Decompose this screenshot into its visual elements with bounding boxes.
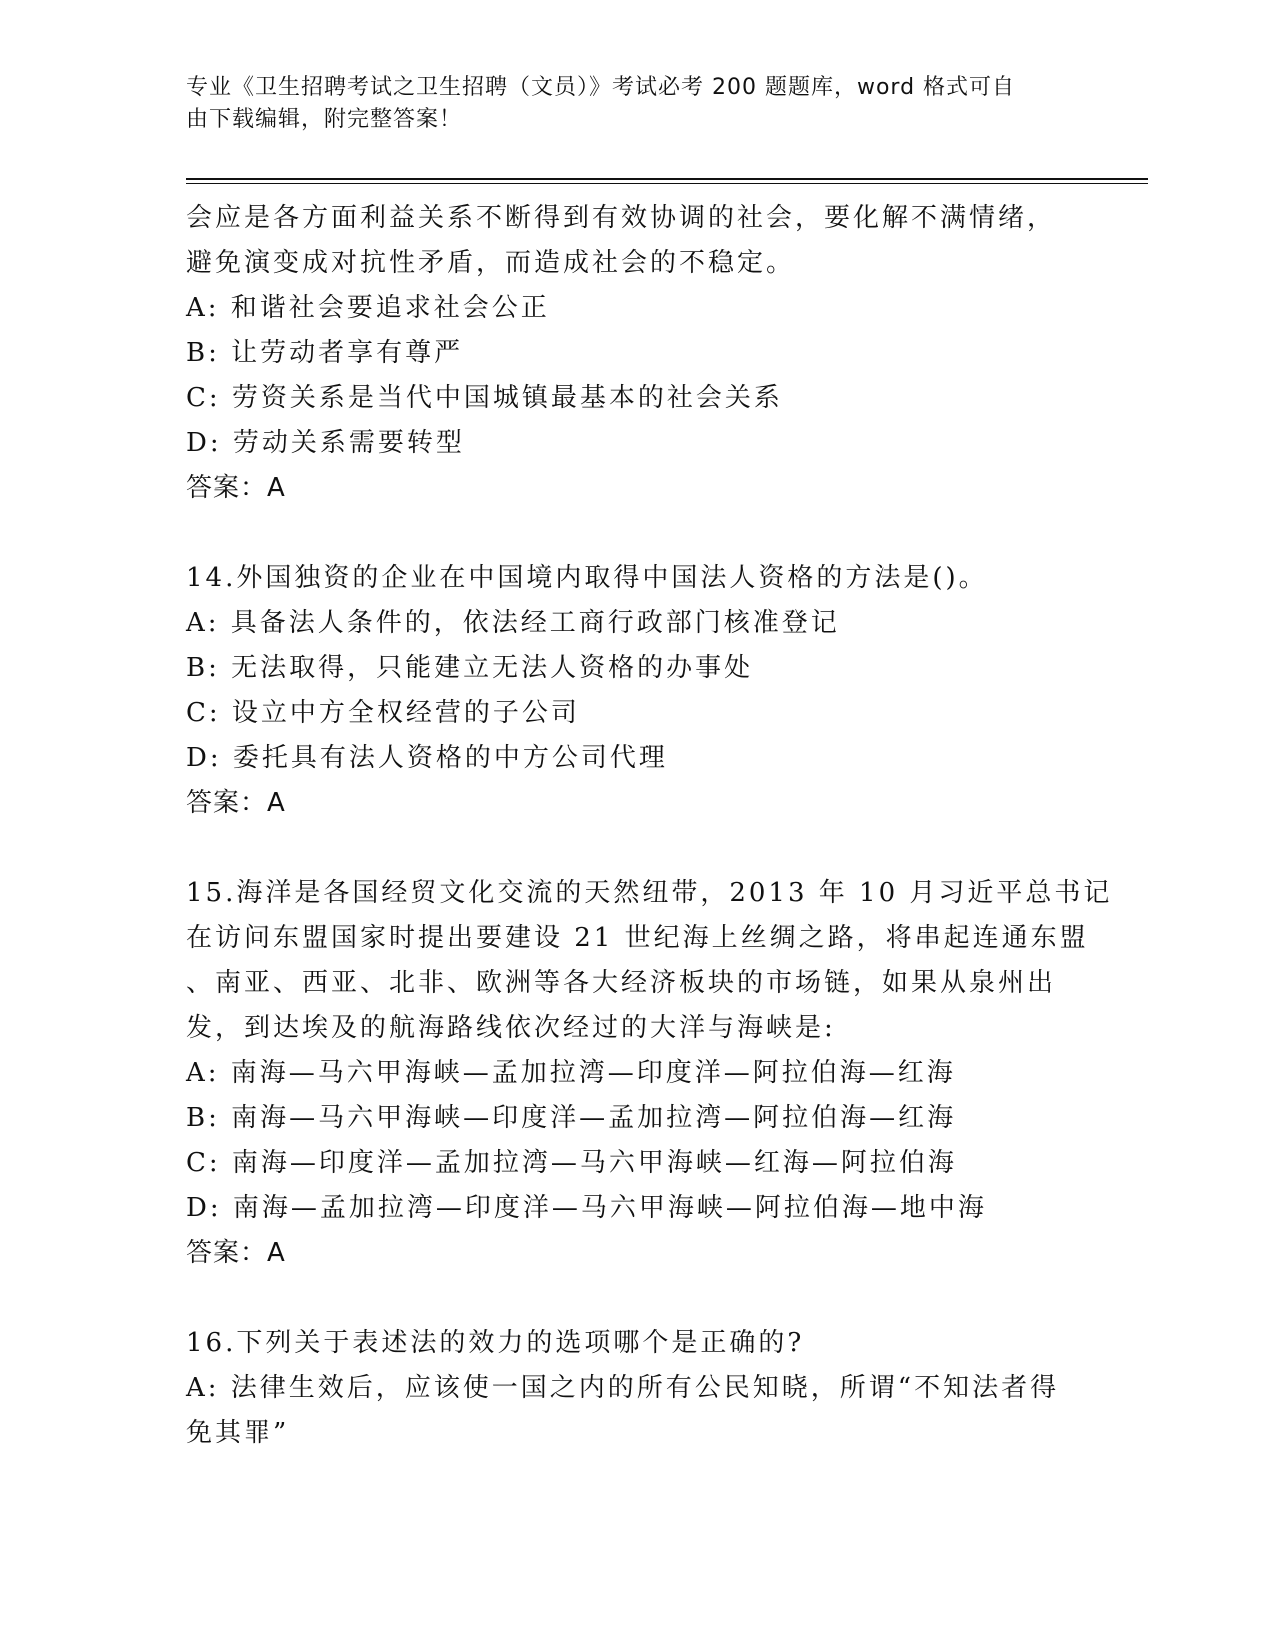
answer-line: 答案：A (186, 1238, 286, 1268)
option-b: B: 让劳动者享有尊严 (186, 338, 464, 368)
header-rule-thin (186, 183, 1148, 184)
answer-line: 答案：A (186, 473, 286, 503)
header-rule-thick (186, 178, 1148, 180)
question-14 (186, 556, 1076, 826)
option-a: A: 具备法人条件的，依法经工商行政部门核准登记 (186, 608, 840, 638)
question-stem-line: 、南亚、西亚、北非、欧洲等各大经济板块的市场链，如果从泉州出 (186, 968, 1057, 998)
option-c: C: 南海—印度洋—孟加拉湾—马六甲海峡—红海—阿拉伯海 (186, 1148, 957, 1178)
question-15 (186, 871, 1113, 1276)
option-a: A: 法律生效后，应该使一国之内的所有公民知晓，所谓“不知法者得 (186, 1373, 1060, 1403)
question-stem-line: 避免演变成对抗性矛盾，而造成社会的不稳定。 (186, 248, 796, 278)
spacer (186, 826, 1076, 871)
answer-line: 答案：A (186, 788, 286, 818)
question-stem-line: 会应是各方面利益关系不断得到有效协调的社会，要化解不满情绪， (186, 203, 1057, 233)
spacer (186, 1276, 1076, 1321)
spacer (186, 511, 1076, 556)
header-line-2: 由下载编辑，附完整答案！ (186, 107, 463, 132)
option-a: A: 和谐社会要追求社会公正 (186, 293, 550, 323)
option-d: D: 劳动关系需要转型 (186, 428, 465, 458)
option-c: C: 设立中方全权经营的子公司 (186, 698, 580, 728)
question-13 (186, 196, 1076, 511)
question-stem: 16.下列关于表述法的效力的选项哪个是正确的? (186, 1328, 805, 1358)
page-header (186, 72, 1066, 136)
option-b: B: 无法取得，只能建立无法人资格的办事处 (186, 653, 754, 683)
option-b: B: 南海—马六甲海峡—印度洋—孟加拉湾—阿拉伯海—红海 (186, 1103, 957, 1133)
question-stem: 14.外国独资的企业在中国境内取得中国法人资格的方法是()。 (186, 563, 988, 593)
option-a: A: 南海—马六甲海峡—孟加拉湾—印度洋—阿拉伯海—红海 (186, 1058, 956, 1088)
option-a-continued: 免其罪” (186, 1418, 290, 1448)
option-c: C: 劳资关系是当代中国城镇最基本的社会关系 (186, 383, 783, 413)
option-d: D: 南海—孟加拉湾—印度洋—马六甲海峡—阿拉伯海—地中海 (186, 1193, 987, 1223)
question-stem-line: 在访问东盟国家时提出要建设 21 世纪海上丝绸之路，将串起连通东盟 (186, 923, 1089, 953)
option-d: D: 委托具有法人资格的中方公司代理 (186, 743, 668, 773)
question-16 (186, 1321, 1076, 1456)
question-stem-line: 发，到达埃及的航海路线依次经过的大洋与海峡是: (186, 1013, 836, 1043)
header-line-1: 专业《卫生招聘考试之卫生招聘（文员）》考试必考 200 题题库，word 格式可自 (186, 75, 1016, 100)
question-stem-line: 15.海洋是各国经贸文化交流的天然纽带，2013 年 10 月习近平总书记 (186, 878, 1113, 908)
document-body (186, 196, 1113, 1456)
